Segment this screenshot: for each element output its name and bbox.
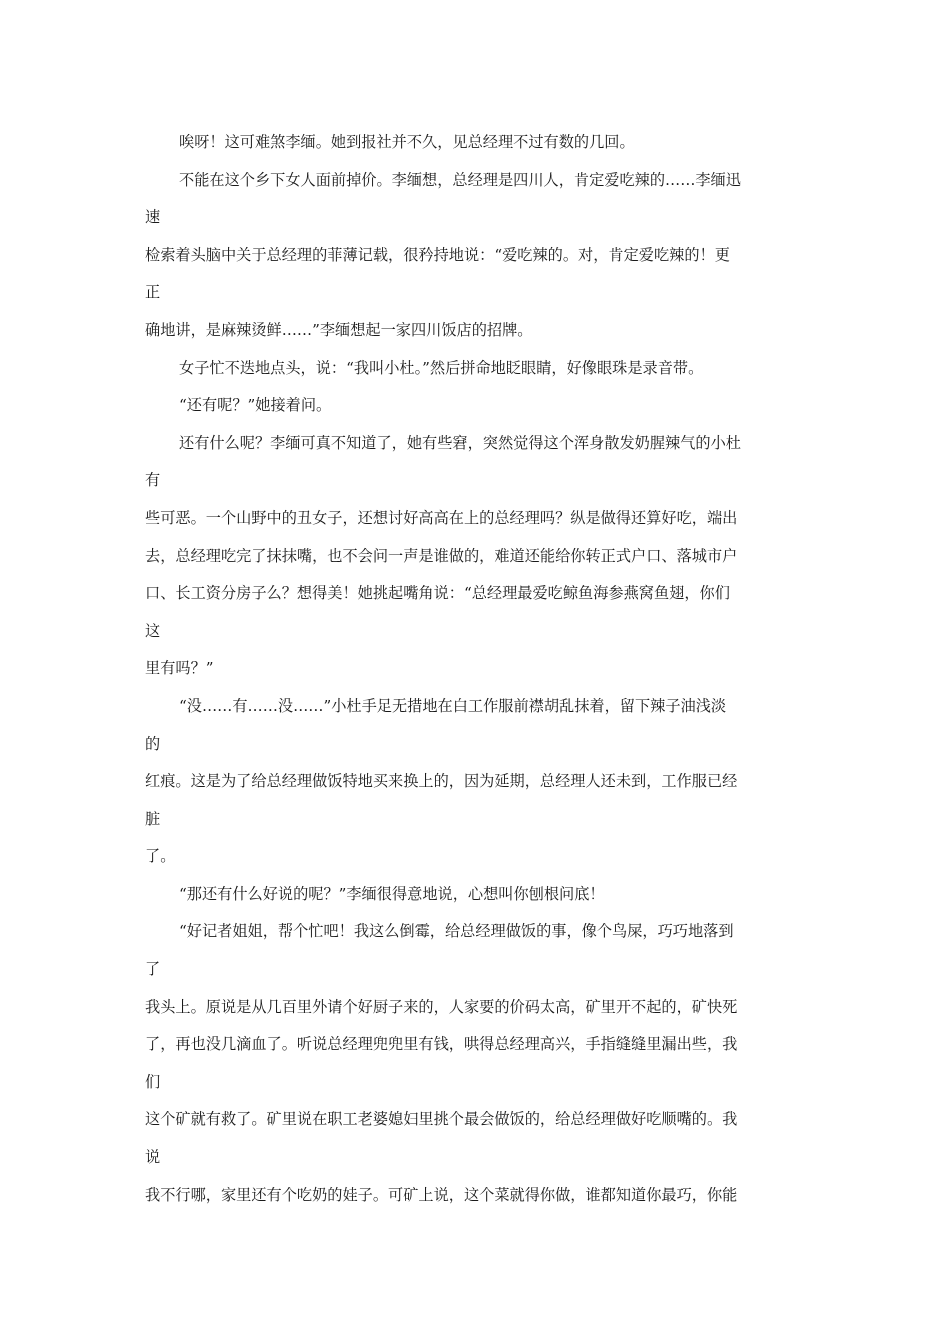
text-line: 唉呀！这可难煞李缅。她到报社并不久，见总经理不过有数的几回。 — [179, 133, 635, 151]
text-line: 确地讲，是麻辣烫鲜……”李缅想起一家四川饭店的招牌。 — [145, 320, 533, 339]
body-text — [145, 124, 810, 1214]
text-line: 不能在这个乡下女人面前掉价。李缅想，总经理是四川人，肯定爱吃辣的……李缅迅 — [179, 170, 741, 189]
text-line: 说 — [145, 1148, 161, 1167]
text-line: 正 — [145, 283, 161, 302]
text-line: 有 — [145, 471, 161, 490]
text-line: 脏 — [145, 809, 161, 828]
text-line: 们 — [145, 1072, 161, 1091]
text-line: “那还有什么好说的呢？”李缅很得意地说，心想叫你刨根问底！ — [179, 884, 605, 903]
text-line: 这 — [145, 621, 161, 640]
text-line: 口、长工资分房子么？想得美！她挑起嘴角说：“总经理最爱吃鲸鱼海参燕窝鱼翅，你们 — [145, 584, 730, 603]
text-line: 女子忙不迭地点头，说：“我叫小杜。”然后拼命地眨眼睛，好像眼珠是录音带。 — [179, 358, 704, 377]
text-line: “还有呢？”她接着问。 — [179, 396, 332, 415]
text-line: 红痕。这是为了给总经理做饭特地买来换上的，因为延期，总经理人还未到，工作服已经 — [145, 772, 738, 791]
text-line: 了 — [145, 960, 161, 979]
text-line: 还有什么呢？李缅可真不知道了，她有些窘，突然觉得这个浑身散发奶腥辣气的小杜 — [179, 433, 741, 452]
text-line: 了，再也没几滴血了。听说总经理兜兜里有钱，哄得总经理高兴，手指缝缝里漏出些，我 — [145, 1035, 738, 1054]
text-line: 些可恶。一个山野中的丑女子，还想讨好高高在上的总经理吗？纵是做得还算好吃，端出 — [145, 508, 738, 527]
text-line: 里有吗？” — [145, 659, 214, 678]
text-line: 这个矿就有救了。矿里说在职工老婆媳妇里挑个最会做饭的，给总经理做好吃顺嘴的。我 — [145, 1110, 738, 1129]
text-line: 了。 — [145, 847, 176, 866]
text-line: 去，总经理吃完了抹抹嘴，也不会问一声是谁做的，难道还能给你转正式户口、落城市户 — [145, 546, 738, 565]
text-line: 我头上。原说是从几百里外请个好厨子来的，人家要的价码太高，矿里开不起的，矿快死 — [145, 997, 738, 1016]
text-line: 的 — [145, 734, 161, 753]
text-line: “好记者姐姐，帮个忙吧！我这么倒霉，给总经理做饭的事，像个鸟屎，巧巧地落到 — [179, 922, 734, 941]
text-line: 我不行哪，家里还有个吃奶的娃子。可矿上说，这个菜就得你做，谁都知道你最巧，你能 — [145, 1185, 738, 1204]
text-line: 检索着头脑中关于总经理的菲薄记载，很矜持地说：“爱吃辣的。对，肯定爱吃辣的！更 — [145, 245, 730, 264]
text-line: “没……有……没……”小杜手足无措地在白工作服前襟胡乱抹着，留下辣子油浅淡 — [179, 696, 727, 715]
text-line: 速 — [145, 208, 161, 227]
